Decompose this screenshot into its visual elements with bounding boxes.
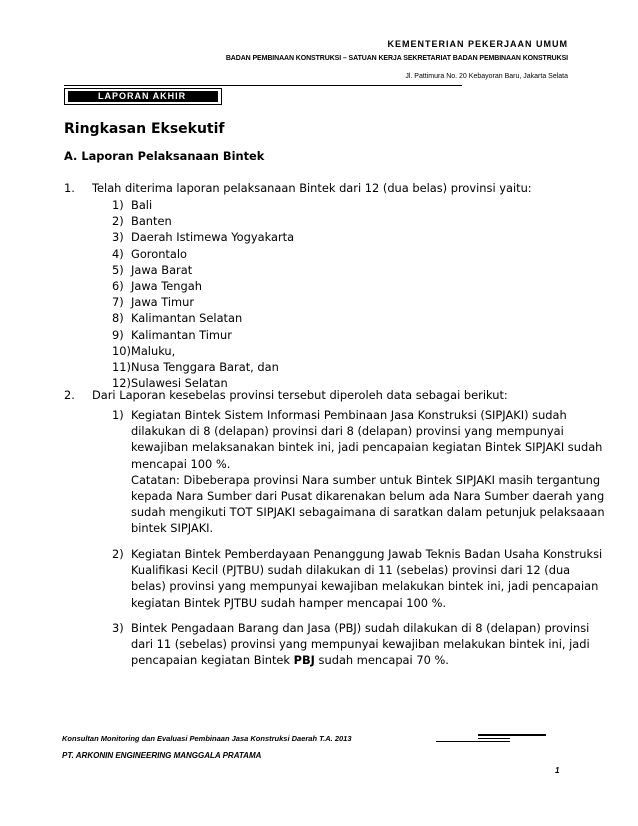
sub-item-text: dilakukan di 8 (delapan) provinsi dari 8 (delapan) provinsi yang mempunyai (131, 424, 564, 439)
province-name: Kalimantan Timur (131, 327, 232, 342)
sub-item-text: Bintek Pengadaan Barang dan Jasa (PBJ) sudah dilakukan di 8 (delapan) provinsi (131, 621, 590, 635)
province-number: 3) (112, 230, 124, 245)
sub-item-text: Kegiatan Bintek Sistem Informasi Pembinaan Jasa Konstruksi (SIPJAKI) sudah (131, 408, 567, 422)
list-number: 2. (64, 388, 75, 402)
province-name: Sulawesi Selatan (131, 376, 228, 391)
list-item-text: Telah diterima laporan pelaksanaan Bintek dari 12 (dua belas) provinsi yaitu: (92, 181, 532, 195)
province-number: 12) (112, 376, 131, 391)
sub-item-text: kegiatan Bintek PJTBU sudah hamper mencapai 100 %. (131, 595, 447, 610)
province-name: Bali (131, 198, 153, 212)
sub-item-text: dari 11 (sebelas) provinsi yang mempunyai kewajiban melakukan bintek ini, jadi (131, 637, 590, 652)
province-number: 11) (112, 360, 131, 374)
province-number: 2) (112, 214, 124, 229)
sub-item-number: 2) (112, 547, 124, 561)
province-name: Daerah Istimewa Yogyakarta (131, 230, 295, 245)
footer-rule (436, 741, 510, 742)
province-number: 1) (112, 198, 124, 212)
ministry-name: KEMENTERIAN PEKERJAAN UMUM (387, 39, 568, 49)
footer-rule (478, 734, 546, 736)
sub-item-number: 3) (112, 621, 124, 635)
sub-item-text (131, 652, 449, 668)
province-number: 10) (112, 343, 131, 358)
report-banner (64, 88, 222, 105)
province-number: 7) (112, 295, 124, 310)
sub-item-text: Catatan: Dibeberapa provinsi Nara sumber untuk Bintek SIPJAKI masih tergantung (131, 472, 601, 487)
province-name: Kalimantan Selatan (131, 311, 243, 326)
header-rule (64, 85, 462, 86)
sub-item-text: kewajiban melaksanakan bintek ini, jadi pencapaian kegiatan Bintek SIPJAKI sudah (131, 440, 603, 455)
province-number: 5) (112, 262, 124, 277)
province-name: Jawa Timur (131, 295, 195, 310)
unit-name: BADAN PEMBINAAN KONSTRUKSI – SATUAN KERJA SEKRETARIAT BADAN PEMBINAAN KONSTRUKSI (225, 55, 568, 62)
sub-item-text: Kegiatan Bintek Pemberdayaan Penanggung Jawab Teknis Badan Usaha Konstruksi (131, 547, 603, 561)
address: Jl. Pattimura No. 20 Kebayoran Baru, Jakarta Selata (405, 73, 568, 80)
province-name: Jawa Barat (131, 262, 193, 277)
text-run: sudah mencapai 70 %. (314, 653, 449, 668)
report-banner-label: LAPORAN AKHIR (68, 91, 218, 102)
province-name: Banten (131, 214, 172, 229)
sub-item-text: sudah mengikuti TOT SIPJAKI sebagaimana di saratkan dalam petunjuk pelaksaaan (131, 505, 605, 520)
sub-item-text: kepada Nara Sumber dari Pusat dikarenakan belum ada Nara Sumber daerah yang (131, 489, 605, 503)
province-name: Gorontalo (131, 246, 187, 261)
page-number: 1 (555, 766, 560, 775)
province-name: Maluku, (131, 343, 176, 358)
province-number: 6) (112, 279, 124, 293)
sub-item-text: mencapai 100 %. (131, 456, 231, 471)
footer-rule (478, 738, 510, 739)
province-number: 8) (112, 311, 124, 326)
sub-item-text: belas) provinsi yang mempunyai kewajiban melakukan bintek ini, jadi pencapaian (131, 579, 599, 594)
footer-text: Konsultan Monitoring dan Evaluasi Pembinaan Jasa Konstruksi Daerah T.A. 2013 (62, 734, 352, 743)
footer-company: PT. ARKONIN ENGINEERING MANGGALA PRATAMA (62, 751, 262, 760)
province-name: Jawa Tengah (131, 279, 202, 293)
section-heading-a: A. Laporan Pelaksanaan Bintek (64, 149, 265, 163)
text-run: pencapaian kegiatan Bintek (131, 653, 294, 668)
province-name: Nusa Tenggara Barat, dan (131, 360, 279, 374)
sub-item-number: 1) (112, 408, 124, 422)
province-number: 9) (112, 327, 124, 342)
list-item-text: Dari Laporan kesebelas provinsi tersebut diperoleh data sebagai berikut: (92, 388, 508, 402)
page-title: Ringkasan Eksekutif (64, 121, 225, 137)
province-number: 4) (112, 246, 124, 261)
sub-item-text: bintek SIPJAKI. (131, 521, 214, 536)
list-number: 1. (64, 181, 75, 195)
text-run-bold: PBJ (293, 653, 315, 668)
sub-item-text: Kualifikasi Kecil (PJTBU) sudah dilakukan di 11 (sebelas) provinsi dari 12 (dua (131, 563, 571, 578)
